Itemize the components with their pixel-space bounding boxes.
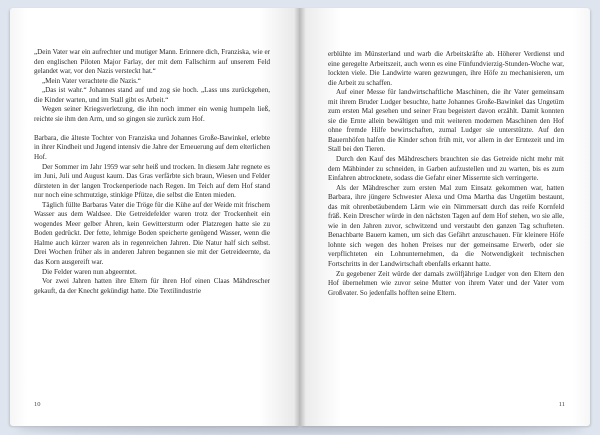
paragraph: „Das ist wahr.“ Johannes stand auf und zog sie hoch. „Lass uns zurückgehen, die Kinder warten, und im Stall gibt es Arbeit.“: [34, 86, 270, 104]
paragraph: „Mein Vater verachtete die Nazis.“: [42, 76, 141, 85]
right-page-text: [328, 50, 564, 298]
paragraph: Die Felder waren nun abgeerntet.: [42, 267, 137, 276]
page-number: 10: [34, 401, 41, 408]
paragraph: Auf einer Messe für landwirtschaftliche Maschinen, die ihr Vater gemeinsam mit ihrem Bruder Ludger besuchte, hatte Johannes Große-Bawinkel das Ungetüm zum ersten Mal gesehen und seiner Frau begeistert davon erzählt. Damit konnten sie die Ernte allein bewältigen und mit weiteren modernen Maschinen den Hof ohne fremde Hilfe bewirtschaften, zumal Ludger sie unterstützte. Auf den Bauernhöfen halfen die Kinder schon früh mit, vor allem in der Erntezeit und im Stall bei den Tieren.: [328, 88, 564, 154]
left-page-text: [34, 48, 270, 296]
page-number: 11: [558, 401, 565, 408]
paragraph: erblühte im Münsterland und warb die Arbeitskräfte ab. Höherer Verdienst und eine geregelte Arbeitszeit, auch wenn es eine Fünfundvierzig-Stunden-Woche war, lockten viele. Die Landwirte waren gezwungen, ihre Höfe zu mechanisieren, um die Arbeit zu schaffen.: [328, 50, 564, 87]
left-page: [10, 8, 300, 426]
right-page: [300, 8, 590, 426]
paragraph: Vor zwei Jahren hatten ihre Eltern für ihren Hof einen Claas Mähdrescher gekauft, da der Knecht gekündigt hatte. Die Textilindustrie: [34, 277, 270, 295]
paragraph: Barbara, die älteste Tochter von Franziska und Johannes Große-Bawinkel, erlebte in ihrer Kindheit und Jugend intensiv die Jahre der Erneuerung auf dem elterlichen Hof.: [34, 133, 270, 161]
paragraph: Durch den Kauf des Mähdreschers brauchten sie das Getreide nicht mehr mit dem Mähbinder zu schneiden, in Garben aufzustellen und zu warten, bis es zum Einfahren abtrocknete, sodass die Gefahr einer Missernte sich verringerte.: [328, 155, 564, 183]
paragraph: Der Sommer im Jahr 1959 war sehr heiß und trocken. In diesem Jahr regnete es im Juni, Juli und August kaum. Das Gras verfärbte sich braun, Wiesen und Felder dürsteten in der langen Trockenperiode nach Regen. Im Teich auf dem Hof stand nur noch eine schmutzige, stinkige Pfütze, die selbst die Enten mieden.: [34, 162, 270, 200]
paragraph: Täglich füllte Barbaras Vater die Tröge für die Kühe auf der Weide mit frischem Wasser aus dem Waldsee. Die Getreidefelder waren trotz der Trockenheit ein wogendes Meer gelber Ähren, kein Gewittersturm oder Platzregen hatte sie zu Boden gedrückt. Der fette, lehmige Boden speicherte genügend Wasser, wenn die Halme auch kürzer waren als in regenreichen Jahren. Die Natur half sich selbst. Drei Wochen früher als in anderen Jahren begannen sie mit der Getreideernte, da das Korn ausgereift war.: [34, 200, 270, 266]
paragraph: Wegen seiner Kriegsverletzung, die ihn noch immer ein wenig humpeln ließ, reichte sie ihm den Arm, und so gingen sie zurück zum Hof.: [34, 105, 270, 123]
paragraph: Als der Mähdrescher zum ersten Mal zum Einsatz gekommen war, hatten Barbara, ihre jüngere Schwester Alexa und Oma Martha das Ungetüm bestaunt, das mit ohrenbetäubendem Lärm wie ein Nimmersatt durch das reife Kornfeld fräß. Kein Drescher würde in den nächsten Tagen auf dem Hof stehen, wo sie alle, wie in den Jahren zuvor, schwitzend und verstaubt den ganzen Tag schufteten. Benachbarte Bauern kamen, um sich das Gefährt anzuschauen. Für kleinere Höfe lohnte sich wegen des hohen Preises nur der gemeinsame Erwerb, oder sie verpflichteten ein Lohnunternehmen, da die Notwendigkeit technischen Fortschritts in der Landwirtschaft ebenfalls erkannt hatte.: [328, 183, 564, 269]
open-book: [10, 8, 590, 430]
paragraph: Zu gegebener Zeit würde der damals zwölfjährige Ludger von den Eltern den Hof übernehmen wie zuvor seine Mutter von ihrem Vater und der Vater vom Großvater. So jedenfalls hofften seine Eltern.: [328, 269, 564, 297]
book-gutter: [294, 8, 306, 426]
paragraph: „Dein Vater war ein aufrechter und mutiger Mann. Erinnere dich, Franziska, wie er den englischen Piloten Major Farlay, der mit dem Fallschirm auf unserem Feld gelandet war, vor den Nazis versteckt hat.“: [34, 48, 270, 76]
